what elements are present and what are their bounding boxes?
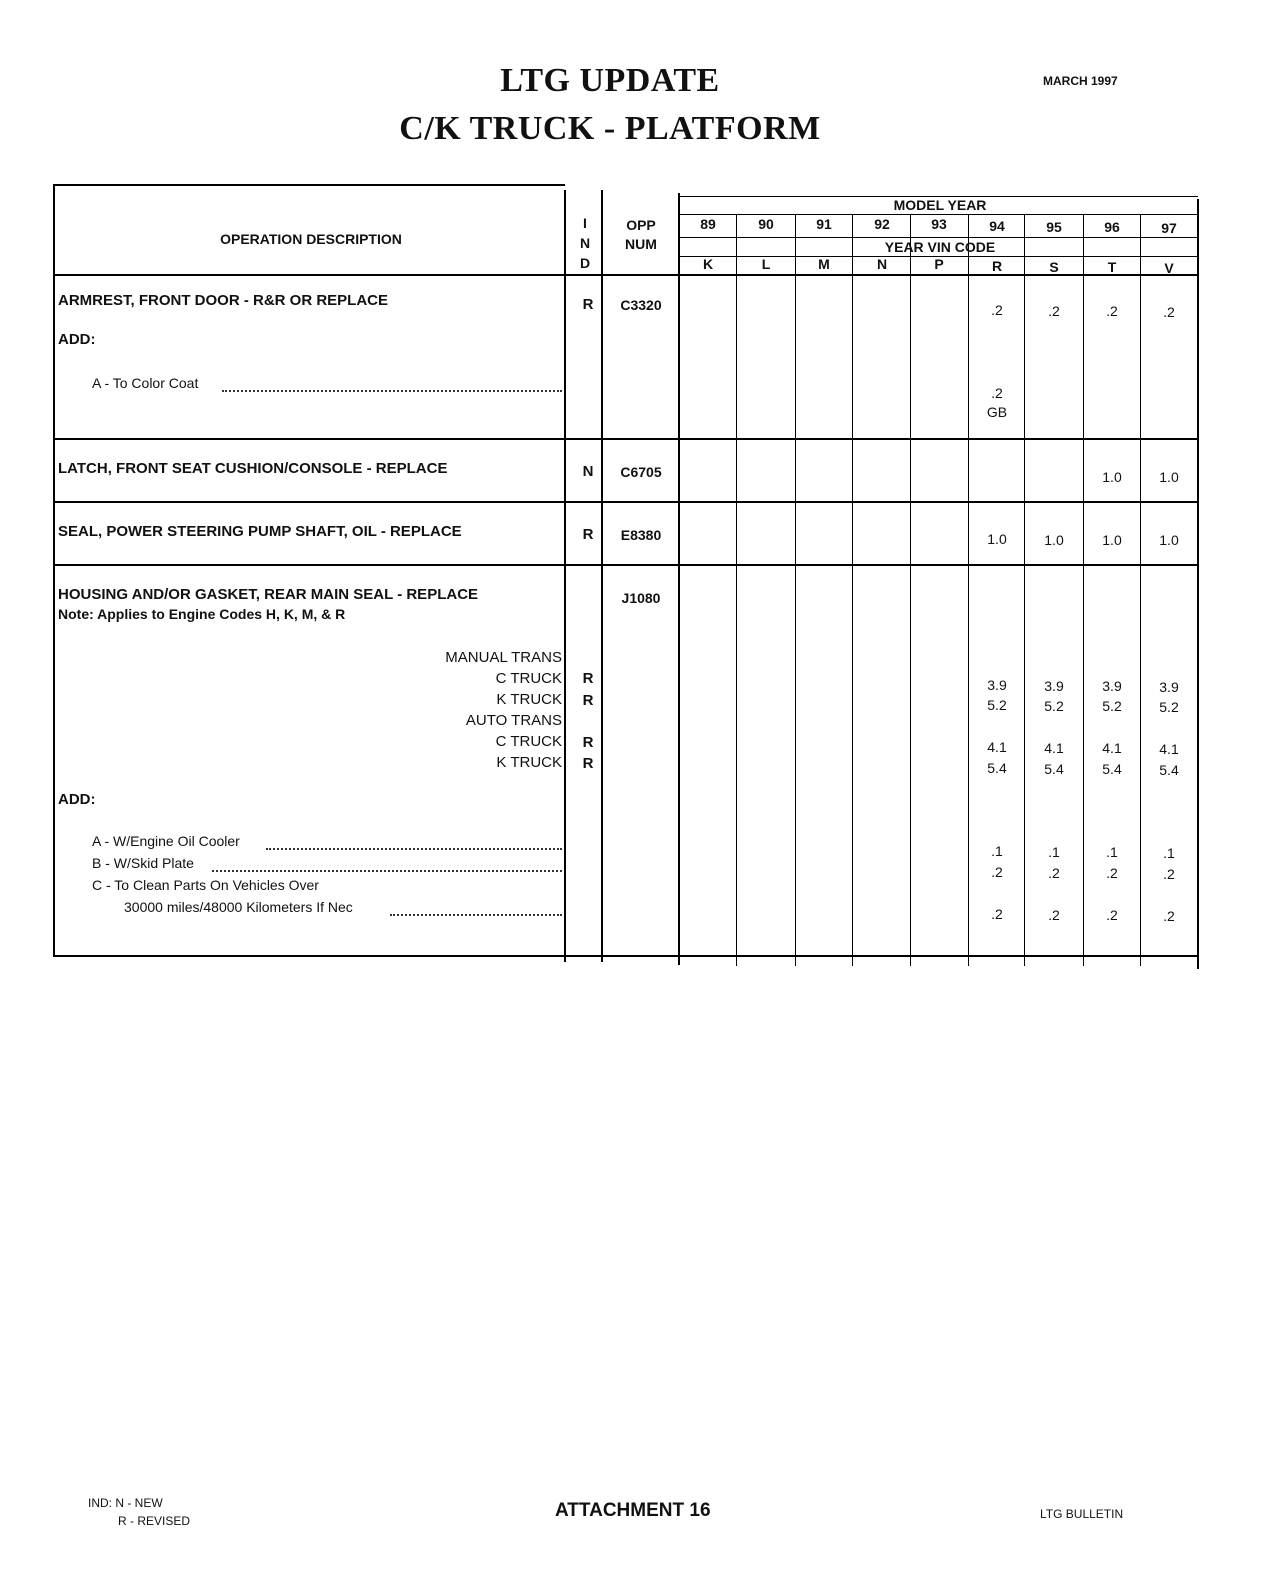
manual-k-truck-ind: R (582, 692, 594, 709)
armrest-96: .2 (1106, 303, 1118, 319)
year-96: 96 (1104, 219, 1120, 235)
opp-header-1: OPP (626, 217, 656, 233)
attachment-label: ATTACHMENT 16 (555, 1500, 711, 1521)
housing-add-c-line1: C - To Clean Parts On Vehicles Over (92, 877, 319, 893)
add-a-95: .1 (1048, 844, 1060, 860)
manual-trans-label: MANUAL TRANS (445, 649, 562, 666)
leader-dots (212, 870, 562, 872)
vin-p: P (934, 256, 944, 272)
vin-n: N (876, 256, 888, 272)
manual-c-truck-label: C TRUCK (495, 670, 562, 687)
auto-k-truck-label: K TRUCK (496, 754, 562, 771)
housing-add-b: B - W/Skid Plate (92, 855, 194, 871)
year-95: 95 (1046, 219, 1062, 235)
auto-k-95: 5.4 (1044, 761, 1064, 777)
auto-k-94: 5.4 (987, 760, 1007, 776)
auto-k-truck-ind: R (582, 755, 594, 772)
armrest-opp: C3320 (620, 297, 662, 313)
vin-code-header: YEAR VIN CODE (884, 239, 996, 255)
add-b-96: .2 (1106, 865, 1118, 881)
auto-c-94: 4.1 (987, 739, 1007, 755)
auto-c-97: 4.1 (1159, 741, 1179, 757)
housing-add-c-line2: 30000 miles/48000 Kilometers If Nec (124, 899, 353, 915)
year-92: 92 (874, 216, 890, 232)
auto-k-96: 5.4 (1102, 761, 1122, 777)
vin-k: K (702, 256, 714, 272)
armrest-94: .2 (991, 302, 1003, 318)
armrest-description: ARMREST, FRONT DOOR - R&R OR REPLACE (58, 292, 388, 309)
opp-header-2: NUM (625, 236, 657, 252)
add-b-94: .2 (991, 864, 1003, 880)
housing-opp: J1080 (621, 590, 661, 606)
armrest-add-a-note: GB (986, 404, 1008, 420)
model-year-header: MODEL YEAR (893, 197, 987, 213)
year-97: 97 (1161, 220, 1177, 236)
housing-add-a: A - W/Engine Oil Cooler (92, 833, 240, 849)
vin-r: R (991, 258, 1003, 274)
manual-c-truck-ind: R (582, 670, 594, 687)
latch-opp: C6705 (620, 464, 662, 480)
date-label: MARCH 1997 (1043, 74, 1118, 88)
housing-add: ADD: (58, 791, 96, 808)
auto-c-96: 4.1 (1102, 740, 1122, 756)
year-89: 89 (700, 216, 716, 232)
year-94: 94 (989, 218, 1005, 234)
manual-c-94: 3.9 (987, 677, 1007, 693)
year-93: 93 (931, 216, 947, 232)
latch-description: LATCH, FRONT SEAT CUSHION/CONSOLE - REPLACE (58, 460, 448, 477)
add-c-96: .2 (1106, 907, 1118, 923)
add-c-94: .2 (991, 906, 1003, 922)
auto-k-97: 5.4 (1159, 762, 1179, 778)
latch-96: 1.0 (1102, 469, 1122, 485)
latch-ind: N (582, 463, 594, 480)
auto-c-95: 4.1 (1044, 740, 1064, 756)
vin-l: L (761, 256, 771, 272)
manual-c-96: 3.9 (1102, 678, 1122, 694)
armrest-add-a-94: .2 (991, 385, 1003, 401)
housing-note: Note: Applies to Engine Codes H, K, M, & R (58, 606, 346, 622)
auto-c-truck-label: C TRUCK (495, 733, 562, 750)
seal-96: 1.0 (1102, 532, 1122, 548)
housing-description: HOUSING AND/OR GASKET, REAR MAIN SEAL - REPLACE (58, 586, 479, 603)
add-a-97: .1 (1163, 845, 1175, 861)
seal-ind: R (582, 526, 594, 543)
title-line-1: LTG UPDATE (500, 62, 720, 99)
vin-m: M (818, 256, 830, 272)
manual-k-95: 5.2 (1044, 698, 1064, 714)
seal-95: 1.0 (1044, 532, 1064, 548)
seal-94: 1.0 (987, 531, 1007, 547)
manual-k-97: 5.2 (1159, 699, 1179, 715)
year-90: 90 (758, 216, 774, 232)
ind-header-i: I (583, 215, 587, 231)
latch-97: 1.0 (1159, 469, 1179, 485)
seal-description: SEAL, POWER STEERING PUMP SHAFT, OIL - REPLACE (58, 523, 462, 540)
ind-header-n: N (579, 235, 591, 251)
auto-c-truck-ind: R (582, 734, 594, 751)
add-b-97: .2 (1163, 866, 1175, 882)
armrest-97: .2 (1163, 304, 1175, 320)
year-91: 91 (816, 216, 832, 232)
add-b-95: .2 (1048, 865, 1060, 881)
ind-legend-revised: R - REVISED (118, 1514, 191, 1528)
leader-dots (266, 848, 562, 850)
seal-97: 1.0 (1159, 532, 1179, 548)
leader-dots (390, 914, 562, 916)
manual-c-97: 3.9 (1159, 679, 1179, 695)
add-c-97: .2 (1163, 908, 1175, 924)
add-a-96: .1 (1106, 844, 1118, 860)
ind-legend-new: IND: N - NEW (88, 1496, 163, 1510)
armrest-ind: R (582, 296, 594, 313)
bulletin-label: LTG BULLETIN (1040, 1507, 1124, 1521)
seal-opp: E8380 (620, 527, 662, 543)
title-line-2: C/K TRUCK - PLATFORM (399, 110, 821, 147)
operation-description-header: OPERATION DESCRIPTION (220, 231, 402, 247)
auto-trans-label: AUTO TRANS (465, 712, 562, 729)
vin-s: S (1049, 259, 1059, 275)
add-a-94: .1 (991, 843, 1003, 859)
vin-t: T (1107, 259, 1117, 275)
manual-k-94: 5.2 (987, 697, 1007, 713)
leader-dots (222, 390, 562, 392)
ind-header-d: D (579, 255, 591, 271)
vin-v: V (1164, 260, 1174, 276)
armrest-95: .2 (1048, 303, 1060, 319)
armrest-add: ADD: (58, 331, 96, 348)
armrest-add-a: A - To Color Coat (92, 375, 199, 391)
manual-k-96: 5.2 (1102, 698, 1122, 714)
manual-c-95: 3.9 (1044, 678, 1064, 694)
manual-k-truck-label: K TRUCK (496, 691, 562, 708)
add-c-95: .2 (1048, 907, 1060, 923)
